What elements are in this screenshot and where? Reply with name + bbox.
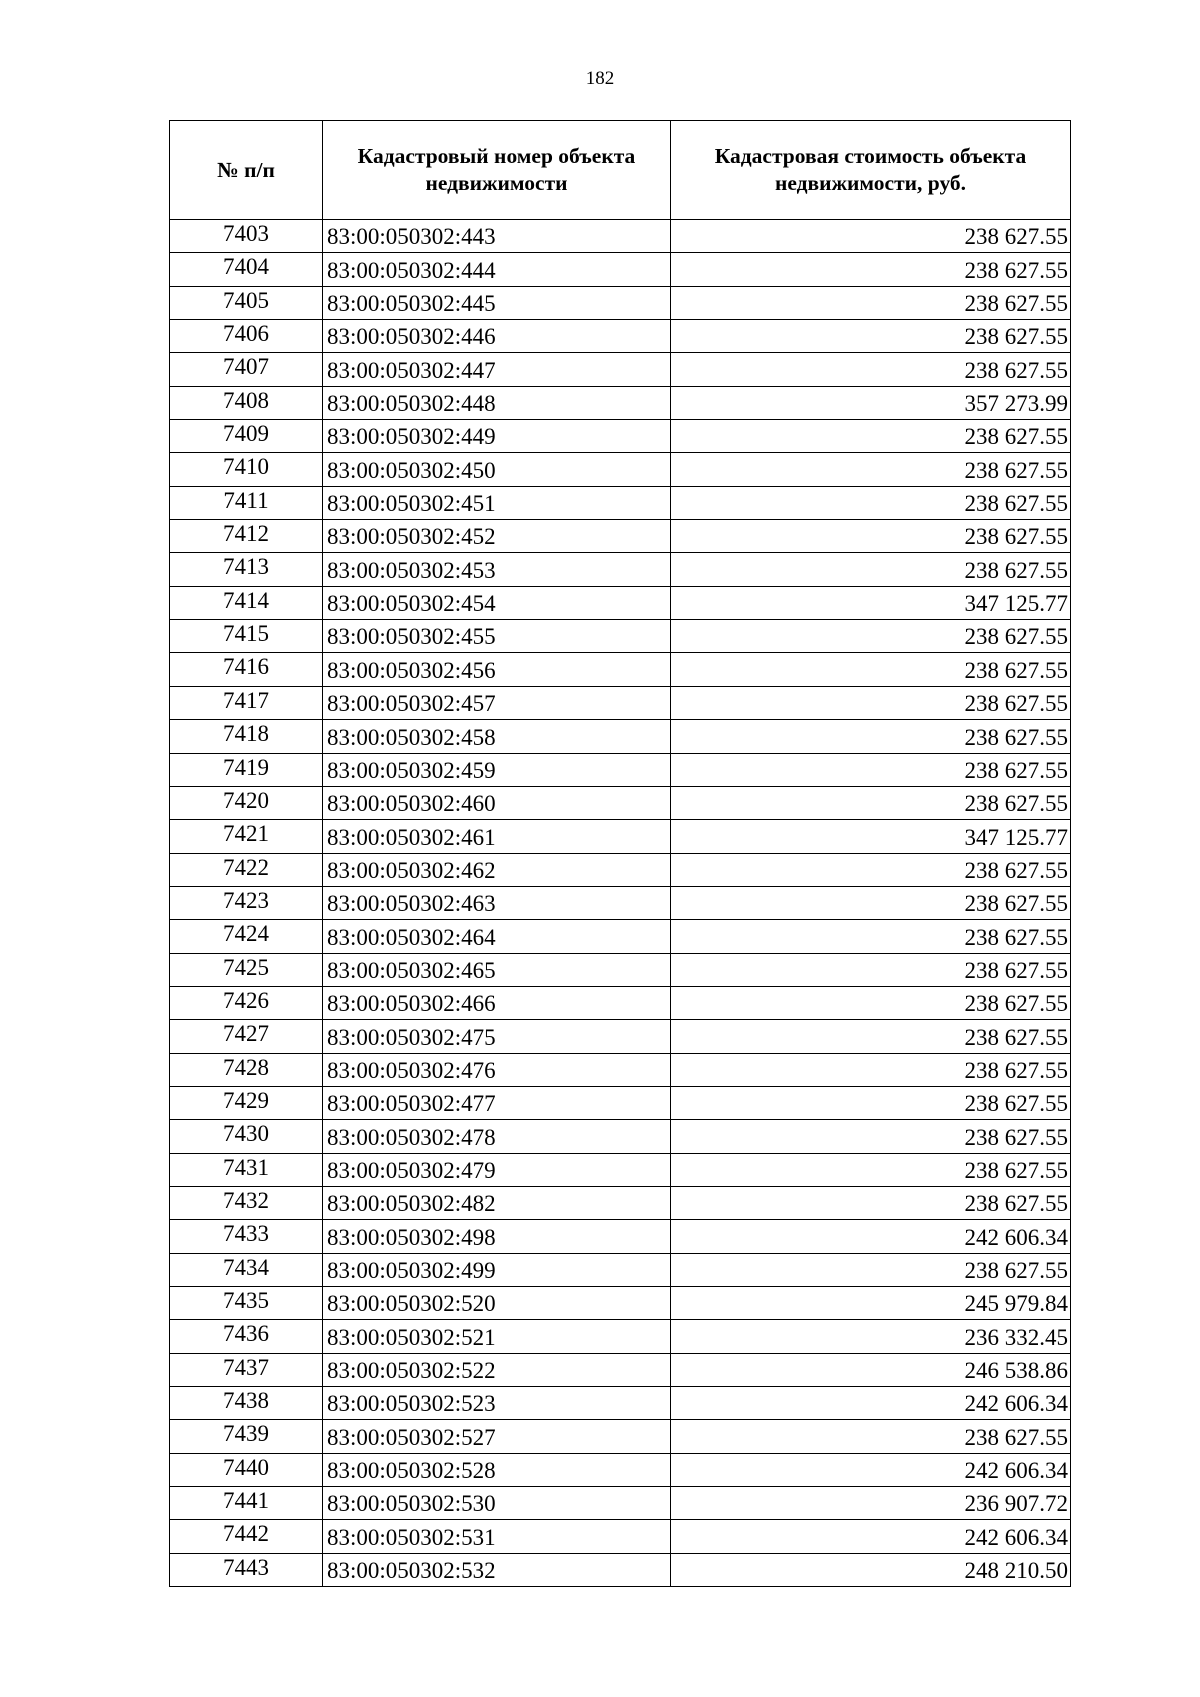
table-row [170, 1287, 1071, 1320]
table-row [170, 986, 1071, 1019]
table-row [170, 720, 1071, 753]
table-body [170, 220, 1071, 1587]
row-number: 7414 [170, 586, 323, 619]
row-number: 7435 [170, 1287, 323, 1320]
row-number: 7429 [170, 1086, 323, 1119]
row-number: 7421 [170, 820, 323, 853]
row-number: 7437 [170, 1353, 323, 1386]
row-cadastral-value: 238 627.55 [671, 1020, 1071, 1053]
table-row [170, 1453, 1071, 1486]
row-cadastral-value: 238 627.55 [671, 553, 1071, 586]
row-cadastral-number: 83:00:050302:530 [323, 1487, 671, 1520]
row-number: 7443 [170, 1553, 323, 1586]
row-cadastral-value: 238 627.55 [671, 353, 1071, 386]
table-row [170, 786, 1071, 819]
row-number: 7413 [170, 553, 323, 586]
header-cadastral-number: Кадастровый номер объекта недвижимости [323, 121, 671, 220]
row-cadastral-number: 83:00:050302:520 [323, 1287, 671, 1320]
row-number: 7404 [170, 253, 323, 286]
row-number: 7412 [170, 520, 323, 553]
row-number: 7427 [170, 1020, 323, 1053]
row-cadastral-number: 83:00:050302:452 [323, 520, 671, 553]
table-row [170, 1020, 1071, 1053]
row-cadastral-value: 236 332.45 [671, 1320, 1071, 1353]
row-number: 7403 [170, 220, 323, 253]
row-number: 7419 [170, 753, 323, 786]
row-number: 7424 [170, 920, 323, 953]
row-number: 7411 [170, 486, 323, 519]
row-cadastral-value: 236 907.72 [671, 1487, 1071, 1520]
table-row [170, 586, 1071, 619]
row-cadastral-number: 83:00:050302:450 [323, 453, 671, 486]
row-cadastral-number: 83:00:050302:443 [323, 220, 671, 253]
table-row [170, 686, 1071, 719]
row-cadastral-value: 238 627.55 [671, 486, 1071, 519]
row-cadastral-value: 238 627.55 [671, 1120, 1071, 1153]
table-row [170, 1153, 1071, 1186]
row-cadastral-value: 238 627.55 [671, 420, 1071, 453]
table-row [170, 320, 1071, 353]
row-cadastral-value: 357 273.99 [671, 386, 1071, 419]
table-row [170, 1220, 1071, 1253]
row-cadastral-value: 347 125.77 [671, 586, 1071, 619]
row-cadastral-number: 83:00:050302:454 [323, 586, 671, 619]
row-cadastral-number: 83:00:050302:523 [323, 1387, 671, 1420]
table-row [170, 753, 1071, 786]
row-cadastral-value: 238 627.55 [671, 520, 1071, 553]
row-cadastral-value: 238 627.55 [671, 1153, 1071, 1186]
row-cadastral-value: 238 627.55 [671, 953, 1071, 986]
row-number: 7433 [170, 1220, 323, 1253]
row-cadastral-value: 238 627.55 [671, 1053, 1071, 1086]
row-number: 7441 [170, 1487, 323, 1520]
row-cadastral-number: 83:00:050302:453 [323, 553, 671, 586]
row-number: 7425 [170, 953, 323, 986]
row-cadastral-number: 83:00:050302:521 [323, 1320, 671, 1353]
row-cadastral-number: 83:00:050302:499 [323, 1253, 671, 1286]
row-number: 7438 [170, 1387, 323, 1420]
table-row [170, 286, 1071, 319]
table-row [170, 1553, 1071, 1586]
row-number: 7407 [170, 353, 323, 386]
row-cadastral-number: 83:00:050302:528 [323, 1453, 671, 1486]
table-row [170, 1420, 1071, 1453]
row-cadastral-value: 238 627.55 [671, 686, 1071, 719]
row-cadastral-value: 238 627.55 [671, 453, 1071, 486]
row-cadastral-number: 83:00:050302:461 [323, 820, 671, 853]
row-cadastral-value: 238 627.55 [671, 786, 1071, 819]
table-row [170, 853, 1071, 886]
table-row [170, 1253, 1071, 1286]
row-cadastral-number: 83:00:050302:445 [323, 286, 671, 319]
row-cadastral-value: 238 627.55 [671, 1086, 1071, 1119]
row-cadastral-number: 83:00:050302:455 [323, 620, 671, 653]
row-number: 7410 [170, 453, 323, 486]
table-row [170, 920, 1071, 953]
table-row [170, 253, 1071, 286]
row-number: 7420 [170, 786, 323, 819]
row-cadastral-number: 83:00:050302:464 [323, 920, 671, 953]
row-number: 7434 [170, 1253, 323, 1286]
row-number: 7432 [170, 1186, 323, 1219]
row-number: 7415 [170, 620, 323, 653]
row-cadastral-number: 83:00:050302:446 [323, 320, 671, 353]
row-cadastral-number: 83:00:050302:457 [323, 686, 671, 719]
cadastral-value-table [169, 120, 1071, 1587]
row-cadastral-number: 83:00:050302:463 [323, 886, 671, 919]
row-cadastral-number: 83:00:050302:449 [323, 420, 671, 453]
row-cadastral-value: 238 627.55 [671, 286, 1071, 319]
row-number: 7405 [170, 286, 323, 319]
header-number: № п/п [170, 121, 323, 220]
table-row [170, 1387, 1071, 1420]
row-cadastral-value: 246 538.86 [671, 1353, 1071, 1386]
table-row [170, 1520, 1071, 1553]
row-cadastral-number: 83:00:050302:451 [323, 486, 671, 519]
table-row [170, 953, 1071, 986]
row-cadastral-value: 238 627.55 [671, 853, 1071, 886]
row-number: 7417 [170, 686, 323, 719]
table-row [170, 1120, 1071, 1153]
row-number: 7430 [170, 1120, 323, 1153]
table-row [170, 453, 1071, 486]
table-row [170, 420, 1071, 453]
row-cadastral-number: 83:00:050302:458 [323, 720, 671, 753]
row-cadastral-number: 83:00:050302:532 [323, 1553, 671, 1586]
row-number: 7423 [170, 886, 323, 919]
row-cadastral-value: 245 979.84 [671, 1287, 1071, 1320]
table-header-row [170, 121, 1071, 220]
row-cadastral-number: 83:00:050302:498 [323, 1220, 671, 1253]
table-row [170, 653, 1071, 686]
table-row [170, 486, 1071, 519]
row-cadastral-number: 83:00:050302:460 [323, 786, 671, 819]
table-row [170, 620, 1071, 653]
table-row [170, 1487, 1071, 1520]
row-cadastral-number: 83:00:050302:447 [323, 353, 671, 386]
row-cadastral-number: 83:00:050302:522 [323, 1353, 671, 1386]
row-cadastral-value: 238 627.55 [671, 653, 1071, 686]
row-cadastral-number: 83:00:050302:476 [323, 1053, 671, 1086]
row-cadastral-value: 242 606.34 [671, 1520, 1071, 1553]
row-number: 7426 [170, 986, 323, 1019]
row-cadastral-number: 83:00:050302:462 [323, 853, 671, 886]
row-cadastral-number: 83:00:050302:456 [323, 653, 671, 686]
row-cadastral-number: 83:00:050302:466 [323, 986, 671, 1019]
row-number: 7436 [170, 1320, 323, 1353]
row-number: 7439 [170, 1420, 323, 1453]
row-number: 7416 [170, 653, 323, 686]
table-row [170, 886, 1071, 919]
table-row [170, 1086, 1071, 1119]
table-row [170, 520, 1071, 553]
row-cadastral-number: 83:00:050302:475 [323, 1020, 671, 1053]
row-cadastral-value: 238 627.55 [671, 720, 1071, 753]
table-row [170, 553, 1071, 586]
table-row [170, 1053, 1071, 1086]
row-cadastral-value: 238 627.55 [671, 986, 1071, 1019]
table-row [170, 386, 1071, 419]
row-number: 7440 [170, 1453, 323, 1486]
table-row [170, 1353, 1071, 1386]
row-cadastral-number: 83:00:050302:531 [323, 1520, 671, 1553]
row-number: 7431 [170, 1153, 323, 1186]
row-cadastral-number: 83:00:050302:459 [323, 753, 671, 786]
table-row [170, 353, 1071, 386]
row-cadastral-number: 83:00:050302:465 [323, 953, 671, 986]
row-cadastral-value: 238 627.55 [671, 1253, 1071, 1286]
row-cadastral-value: 238 627.55 [671, 620, 1071, 653]
row-cadastral-value: 238 627.55 [671, 753, 1071, 786]
row-cadastral-number: 83:00:050302:478 [323, 1120, 671, 1153]
table-row [170, 1186, 1071, 1219]
row-cadastral-value: 238 627.55 [671, 1186, 1071, 1219]
row-number: 7418 [170, 720, 323, 753]
row-cadastral-value: 347 125.77 [671, 820, 1071, 853]
row-number: 7406 [170, 320, 323, 353]
table-row [170, 1320, 1071, 1353]
row-cadastral-value: 238 627.55 [671, 886, 1071, 919]
row-cadastral-value: 242 606.34 [671, 1220, 1071, 1253]
row-number: 7428 [170, 1053, 323, 1086]
row-cadastral-value: 242 606.34 [671, 1387, 1071, 1420]
table-row [170, 820, 1071, 853]
table-row [170, 220, 1071, 253]
row-cadastral-value: 242 606.34 [671, 1453, 1071, 1486]
row-cadastral-value: 238 627.55 [671, 920, 1071, 953]
header-cadastral-value: Кадастровая стоимость объекта недвижимости, руб. [671, 121, 1071, 220]
row-number: 7422 [170, 853, 323, 886]
row-number: 7409 [170, 420, 323, 453]
row-number: 7442 [170, 1520, 323, 1553]
row-cadastral-number: 83:00:050302:527 [323, 1420, 671, 1453]
row-cadastral-value: 238 627.55 [671, 253, 1071, 286]
row-cadastral-value: 238 627.55 [671, 1420, 1071, 1453]
row-cadastral-number: 83:00:050302:482 [323, 1186, 671, 1219]
row-number: 7408 [170, 386, 323, 419]
row-cadastral-number: 83:00:050302:479 [323, 1153, 671, 1186]
row-cadastral-number: 83:00:050302:444 [323, 253, 671, 286]
page-number: 182 [585, 68, 615, 89]
row-cadastral-number: 83:00:050302:448 [323, 386, 671, 419]
row-cadastral-value: 238 627.55 [671, 220, 1071, 253]
row-cadastral-number: 83:00:050302:477 [323, 1086, 671, 1119]
row-cadastral-value: 238 627.55 [671, 320, 1071, 353]
row-cadastral-value: 248 210.50 [671, 1553, 1071, 1586]
